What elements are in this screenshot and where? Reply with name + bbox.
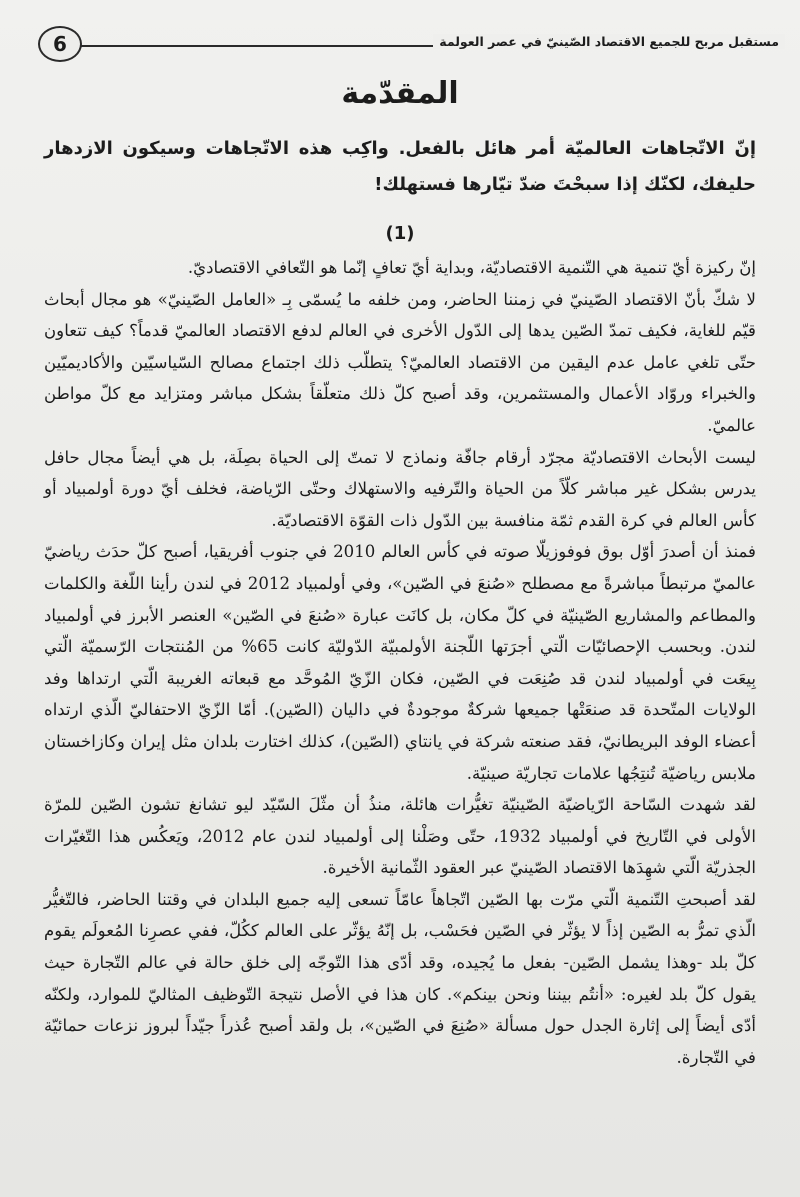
paragraph: ليست الأبحاث الاقتصاديّة مجرّد أرقام جافّة ونماذج لا تمتّ إلى الحياة بصِلَة، بل هي أيضاً مجال حافل يدرس بشكل غير مباشر كلّاً من الحياة والتّرفيه والاستهلاك وحتّى الرّياضة، فخلف أيّ دورة أولمبياد أو كأس العالم في كرة القدم ثمّة منافسة بين الدّول ذات القوّة الاقتصاديّة. xyxy=(44,447,756,530)
paragraph: لقد شهدت السّاحة الرّياضيّة الصّينيّة تغيُّرات هائلة، منذُ أن مثّلَ السّيّد ليو تشانغ تشون الصّين للمرّة الأولى في التّاريخ في أولمبياد 1932، حتّى وصَلْنا إلى أولمبياد لندن عام 2012، ويَعكُس هذا التّغيّرات الجذريّة الّتي شهِدَها الاقتصاد الصّينيّ عبر العقود الثّمانية الأخيرة. xyxy=(44,795,756,878)
epigraph: إنّ الاتّجاهات العالميّة أمر هائل بالفعل. واكِب هذه الاتّجاهات وسيكون الازدهار حليفك، لكنّك إذا سبحْتَ ضدّ تيّارها فستهلك! xyxy=(44,138,756,195)
paragraph: إنّ ركيزة أيّ تنمية هي التّنمية الاقتصاديّة، وبداية أيّ تعافٍ إنّما هو التّعافي الاقتصاديّ. xyxy=(187,258,756,277)
page-header xyxy=(20,22,785,68)
chapter-title: المقدّمة xyxy=(341,76,459,111)
paragraph: لا شكّ بأنّ الاقتصاد الصّينيّ في زمننا الحاضر، ومن خلفه ما يُسمّى بِـ «العامل الصّينيّ» هو مجال أبحاث قيّم للغاية، فكيف تمدّ الصّين يدها إلى الدّول الأخرى في العالم لدفع الاقتصاد العالميّ قدماً؟ كيف تتعاون حتّى تلغي عامل عدم اليقين من الاقتصاد العالميّ؟ يتطلّب ذلك اجتماع مصالح السّياسيّين والأكاديميّين والخبراء وروّاد الأعمال والمستثمرين، وقد أصبح كلّ ذلك متعلّقاً بشكل مباشر ومتزايد مع كلّ مواطن عالميّ. xyxy=(44,289,756,435)
page-number: 6 xyxy=(38,26,82,62)
paragraph: لقد أصبحتِ التّنمية الّتي مرّت بها الصّين اتّجاهاً عامّاً تسعى إليه جميع البلدان في وقتنا الحاضر، فالتّغيُّر الّذي تمرُّ به الصّين إذاً لا يؤثّر في الصّين فحَسْب، بل إنّهُ يؤثّر على العالم ككُلّ، ففي عصرِنا المُعولَم يقوم كلّ بلد -وهذا يشمل الصّين- بفعل ما يُجيده، وقد أدّى هذا التّوجّه إلى خلق حالة في عالم التّجارة حيث يقول كلّ بلد لغيره: «أنتُم بيننا ونحن بينكم». كان هذا في الأصل نتيجة التّوظيف المثاليّ للموارد، ولكنّه أدّى أيضاً إلى إثارة الجدل حول مسألة «صُنِعَ في الصّين»، بل ولقد أصبح عُذراً جيّداً لبروز نزعات حمائيّة في التّجارة. xyxy=(44,889,756,1067)
paragraph: فمنذ أن أصدرَ أوّل بوق فوفوزيلّا صوته في كأس العالم 2010 في جنوب أفريقيا، أصبح كلّ حدَث رياضيّ عالميّ مرتبطاً مباشرةً مع مصطلح «صُنعَ في الصّين»، وفي أولمبياد 2012 في لندن رأينا اللّغة والكلمات والمطاعم والمشاريع الصّينيّة في كلّ مكان، بل كانَت عبارة «صُنعَ في الصّين» العنصر الأبرز في أولمبياد لندن. وبحسب الإحصائيّات الّتي أجرَتها اللّجنة الأولمبيّة الدّوليّة كانت 65% من المُنتجات الرّسميّة الّتي بِيعَت في أولمبياد لندن قد صُنِعَت في الصّين، فكان الزّيّ المُوحَّد مع قبعاته الغريبة الّتي ارتداها وفد الولايات المتّحدة قد صنعَتْها جميعها شركةٌ موجودةٌ في داليان (الصّين). أمّا الزّيّ الاحتفاليّ الّذي ارتداه أعضاء الوفد البريطانيّ، فقد صنعته شركة في يانتاي (الصّين)، كذلك اختارت بلدان مثل إيران وكازاخستان ملابس رياضيّة تُنتِجُها علامات تجاريّة صينيّة. xyxy=(44,542,756,783)
page-body xyxy=(44,70,756,1073)
running-title: مستقبل مربح للجميع الاقتصاد الصّينيّ في عصر العولمة xyxy=(433,34,785,49)
section-number: (1) xyxy=(385,223,415,244)
